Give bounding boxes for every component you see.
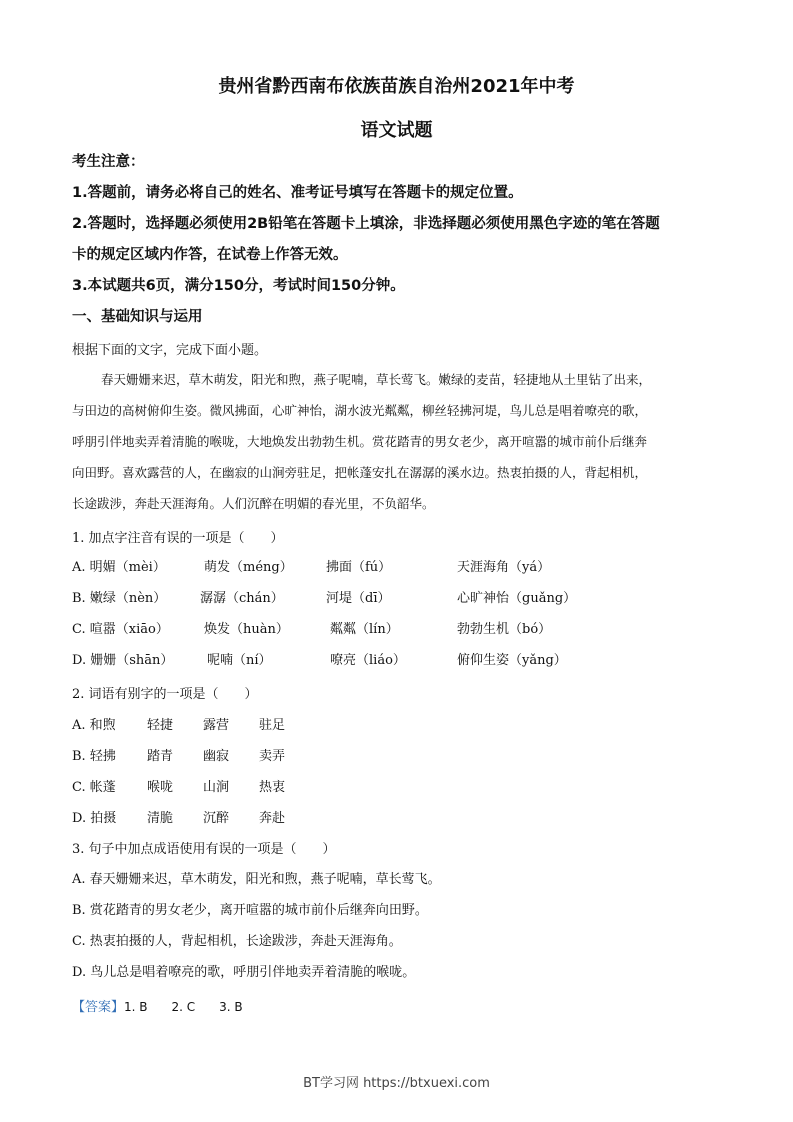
option-cell: 山涧 <box>203 780 230 795</box>
option-cell: 卖弄 <box>259 749 286 764</box>
option-cell: A. 和煦 <box>72 718 116 733</box>
option-cell: 焕发（huàn） <box>204 622 289 637</box>
q3-option: A. 春天姗姗来迟，草木萌发，阳光和煦，燕子呢喃，草长莺飞。 <box>72 872 441 887</box>
question-stem: 1. 加点字注音有误的一项是（ ） <box>72 531 284 546</box>
notice-item: 1.答题前，请务必将自己的姓名、准考证号填写在答题卡的规定位置。 <box>72 185 523 201</box>
section-heading: 一、基础知识与运用 <box>72 309 203 325</box>
option-cell: 嘹亮（liáo） <box>330 653 406 668</box>
passage-line: 与田边的高树俯仰生姿。微风拂面，心旷神怡，湖水波光粼粼，柳丝轻拂河堤，鸟儿总是唱着嘹亮的歌， <box>72 403 648 418</box>
option-cell: D. 拍摄 <box>72 811 117 826</box>
option-cell: 呢喃（ní） <box>207 653 272 668</box>
option-cell: D. 姗姗（shān） <box>72 653 174 668</box>
answer-values: 1. B 2. C 3. B <box>124 1000 243 1014</box>
notice-heading: 考生注意： <box>72 154 145 170</box>
q2-option-row <box>0 807 793 827</box>
q3-option: B. 赏花踏青的男女老少，离开喧嚣的城市前仆后继奔向田野。 <box>72 903 428 918</box>
q1-option-row <box>0 649 793 669</box>
option-cell: B. 嫩绿（nèn） <box>72 591 167 606</box>
option-cell: B. 轻拂 <box>72 749 116 764</box>
option-cell: C. 喧嚣（xiāo） <box>72 622 169 637</box>
question-stem: 2. 词语有别字的一项是（ ） <box>72 687 258 702</box>
passage-line: 春天姗姗来迟，草木萌发，阳光和煦，燕子呢喃，草长莺飞。嫩绿的麦苗，轻捷地从土里钻了出来， <box>101 372 652 387</box>
page-title: 贵州省黔西南布依族苗族自治州2021年中考 <box>218 76 575 97</box>
option-cell: 拂面（fú） <box>326 560 392 575</box>
notice-item: 2.答题时，选择题必须使用2B铅笔在答题卡上填涂，非选择题必须使用黑色字迹的笔在答题 <box>72 216 660 232</box>
page-subtitle: 语文试题 <box>360 120 433 141</box>
option-cell: 奔赴 <box>259 811 286 826</box>
q3-option: D. 鸟儿总是唱着嘹亮的歌，呼朋引伴地卖弄着清脆的喉咙。 <box>72 965 416 980</box>
option-cell: 潺潺（chán） <box>200 591 284 606</box>
q1-option-row <box>0 618 793 638</box>
answer-tag: 【答案】 <box>72 1000 125 1015</box>
q2-option-row <box>0 745 793 765</box>
option-cell: 沉醉 <box>203 811 230 826</box>
passage-line: 呼朋引伴地卖弄着清脆的喉咙，大地焕发出勃勃生机。赏花踏青的男女老少，离开喧嚣的城市前仆后继奔 <box>72 434 648 449</box>
q2-option-row <box>0 776 793 796</box>
passage-line: 长途跋涉，奔赴天涯海角。人们沉醉在明媚的春光里，不负韶华。 <box>72 496 435 511</box>
option-cell: 天涯海角（yá） <box>457 560 551 575</box>
question-stem: 3. 句子中加点成语使用有误的一项是（ ） <box>72 842 336 857</box>
q1-option-row <box>0 556 793 576</box>
q1-option-row <box>0 587 793 607</box>
option-cell: 俯仰生姿（yǎng） <box>457 653 567 668</box>
option-cell: 幽寂 <box>203 749 230 764</box>
option-cell: 河堤（dī） <box>326 591 391 606</box>
option-cell: 轻捷 <box>147 718 174 733</box>
answer-line <box>72 996 243 1015</box>
option-cell: 驻足 <box>259 718 286 733</box>
option-cell: 露营 <box>203 718 230 733</box>
option-cell: 踏青 <box>147 749 174 764</box>
option-cell: C. 帐蓬 <box>72 780 116 795</box>
option-cell: A. 明媚（mèi） <box>72 560 166 575</box>
notice-item: 卡的规定区域内作答，在试卷上作答无效。 <box>72 247 348 263</box>
option-cell: 喉咙 <box>147 780 174 795</box>
option-cell: 萌发（méng） <box>204 560 293 575</box>
option-cell: 勃勃生机（bó） <box>457 622 552 637</box>
option-cell: 热衷 <box>259 780 286 795</box>
section-instruction: 根据下面的文字，完成下面小题。 <box>72 343 268 358</box>
q2-option-row <box>0 714 793 734</box>
q3-option: C. 热衷拍摄的人，背起相机，长途跋涉，奔赴天涯海角。 <box>72 934 402 949</box>
option-cell: 心旷神怡（guǎng） <box>457 591 577 606</box>
footer-watermark: BT学习网 https://btxuexi.com <box>303 1076 490 1091</box>
option-cell: 粼粼（lín） <box>330 622 399 637</box>
option-cell: 清脆 <box>147 811 174 826</box>
notice-item: 3.本试题共6页，满分150分，考试时间150分钟。 <box>72 278 405 294</box>
passage-line: 向田野。喜欢露营的人，在幽寂的山涧旁驻足，把帐蓬安扎在潺潺的溪水边。热衷拍摄的人，背起相机， <box>72 465 648 480</box>
